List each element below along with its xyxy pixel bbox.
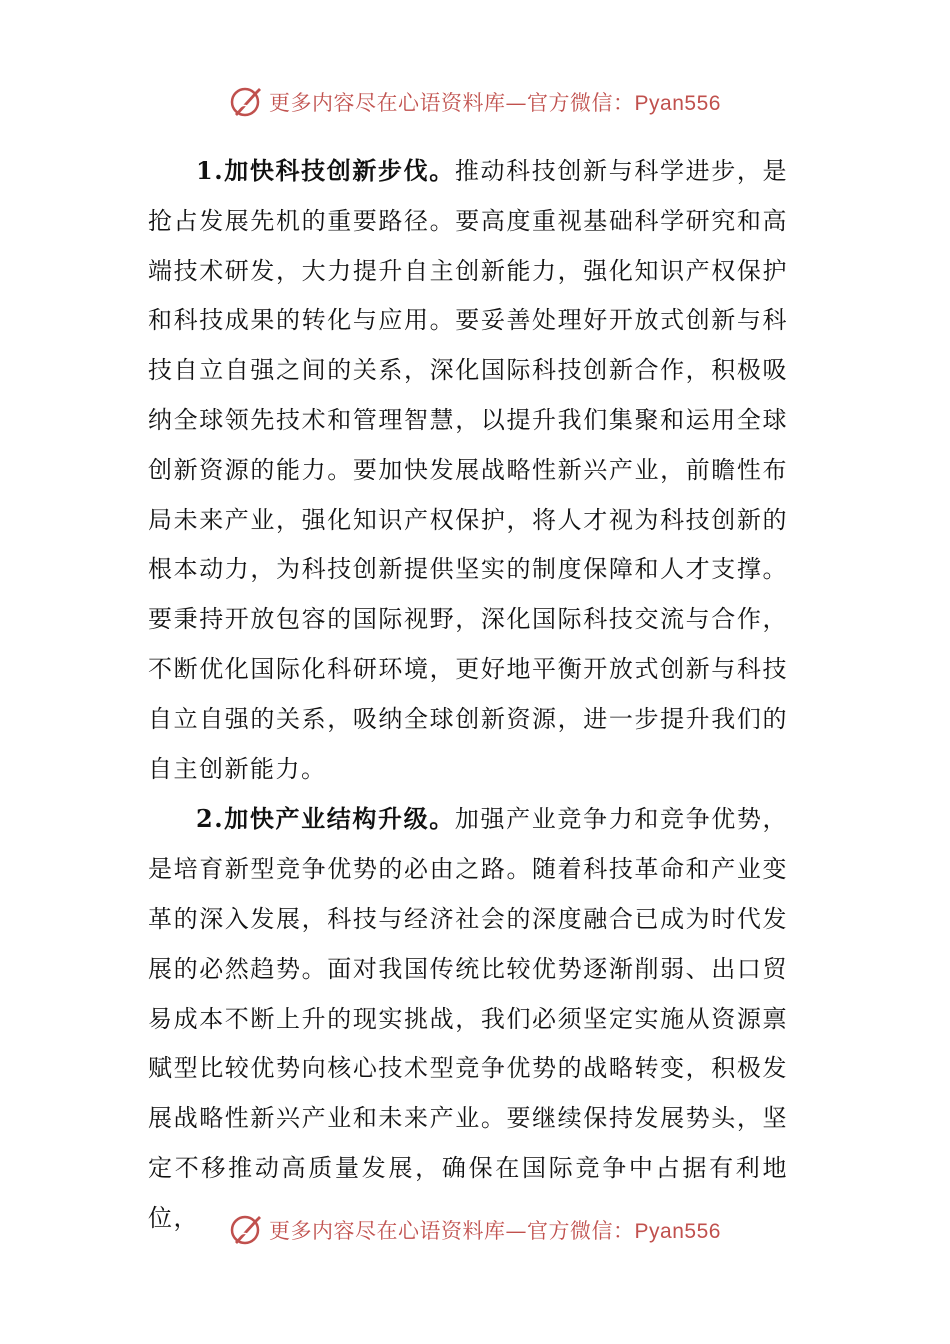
banner-official-text: 官方微信： [527,91,635,115]
footer-watermark-text [269,1215,721,1245]
pen-logo-icon [229,1212,265,1248]
paragraph-1-heading: 1.加快科技创新步伐。 [196,156,455,185]
paragraph-1 [148,146,788,794]
paragraph-2-heading: 2.加快产业结构升级。 [196,804,455,834]
footer-watermark-banner [0,1210,950,1250]
banner-dash: — [505,91,528,115]
document-body [148,146,788,1244]
banner-main-text: 更多内容尽在心语资料库 [269,1219,506,1243]
paragraph-2-body: 加强产业竞争力和竞争优势，是培育新型竞争优势的必由之路。随着科技革命和产业变革的深入发展，科技与经济社会的深度融合已成为时代发展的必然趋势。面对我国传统比较优势逐渐削弱、出口贸易成本不断上升的现实挑战，我们必须坚定实施从资源禀赋型比较优势向核心技术型竞争优势的战略转变，积极发展战略性新兴产业和未来产业。要继续保持发展势头，坚定不移推动高质量发展，确保在国际竞争中占据有利地位， [148,805,788,1232]
banner-main-text: 更多内容尽在心语资料库 [269,91,506,115]
banner-official-text: 官方微信： [527,1219,635,1243]
banner-wechat-id: Pyan556 [634,1220,721,1243]
paragraph-2 [148,794,788,1243]
banner-wechat-id: Pyan556 [634,92,721,115]
banner-dash: — [505,1219,528,1243]
pen-logo-icon [229,84,265,120]
header-watermark-text [269,87,721,117]
paragraph-1-body: 推动科技创新与科学进步，是抢占发展先机的重要路径。要高度重视基础科学研究和高端技术研发，大力提升自主创新能力，强化知识产权保护和科技成果的转化与应用。要妥善处理好开放式创新与科技自立自强之间的关系，深化国际科技创新合作，积极吸纳全球领先技术和管理智慧，以提升我们集聚和运用全球创新资源的能力。要加快发展战略性新兴产业，前瞻性布局未来产业，强化知识产权保护，将人才视为科技创新的根本动力，为科技创新提供坚实的制度保障和人才支撑。要秉持开放包容的国际视野，深化国际科技交流与合作，不断优化国际化科研环境，更好地平衡开放式创新与科技自立自强的关系，吸纳全球创新资源，进一步提升我们的自主创新能力。 [148,157,788,783]
header-watermark-banner [0,82,950,122]
